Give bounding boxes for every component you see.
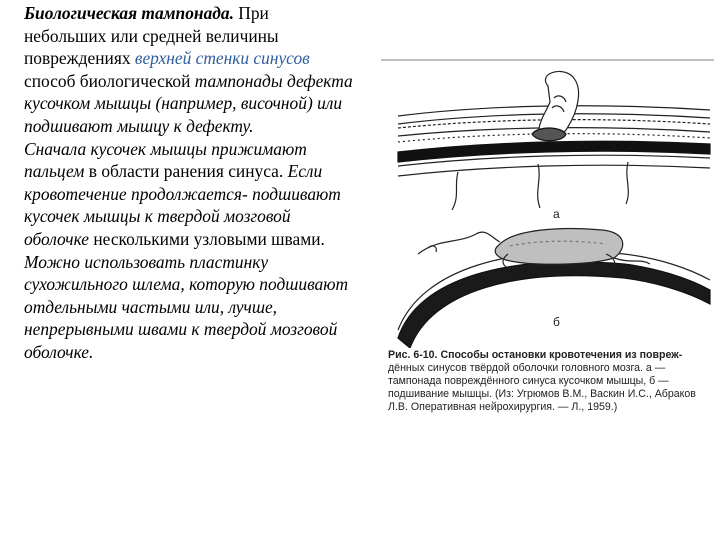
p2-text-4: несколькими узловыми швами. bbox=[93, 228, 325, 249]
p2-text-2: в области ранения синуса. bbox=[88, 161, 284, 182]
heading: Биологическая тампонада. bbox=[24, 3, 234, 23]
text-column bbox=[24, 2, 354, 364]
p2-text-3: Если кровотечение продолжается- подшивают кусочек мышцы к твердой мозговой оболочке bbox=[24, 161, 341, 249]
p1-text-3: тампонады дефекта кусочком мышцы (например, височной) или подшивают мышцу к дефекту. bbox=[24, 70, 353, 136]
p1-text-2: способ биологической bbox=[24, 70, 191, 91]
divider-line bbox=[381, 59, 714, 61]
surgical-illustration bbox=[388, 68, 718, 348]
caption-title: Рис. 6-10. Способы остановки кровотечения из повреж- bbox=[388, 349, 683, 361]
illustration-b bbox=[398, 229, 710, 348]
p2-text-1: Сначала кусочек мышцы прижимают пальцем bbox=[24, 138, 307, 182]
p1-text-1: При небольших или средней величины повреждениях bbox=[24, 3, 279, 69]
caption-text: дённых синусов твёрдой оболочки головного мозга. а — тампонада повреждённого синуса кусочком мышцы, б — подшивание мышцы. (Из: Угрюмов В.М., Васкин И.С., Абраков Л.В. Оперативная нейрохирургия. — Л., 1959.) bbox=[388, 362, 696, 413]
figure-caption bbox=[388, 349, 716, 414]
p3-text-1: Можно использовать пластинку сухожильного шлема, которую подшивают отдельными частыми или, лучше, непрерывными швами к твердой мозговой оболочке. bbox=[24, 251, 349, 362]
label-b: б bbox=[553, 315, 560, 329]
paragraph-2 bbox=[24, 138, 354, 251]
label-a: а bbox=[553, 207, 560, 221]
highlighted-phrase: верхней стенки синусов bbox=[134, 48, 310, 69]
illustration-a bbox=[398, 71, 710, 210]
paragraph-3 bbox=[24, 251, 354, 364]
paragraph-1 bbox=[24, 2, 354, 138]
